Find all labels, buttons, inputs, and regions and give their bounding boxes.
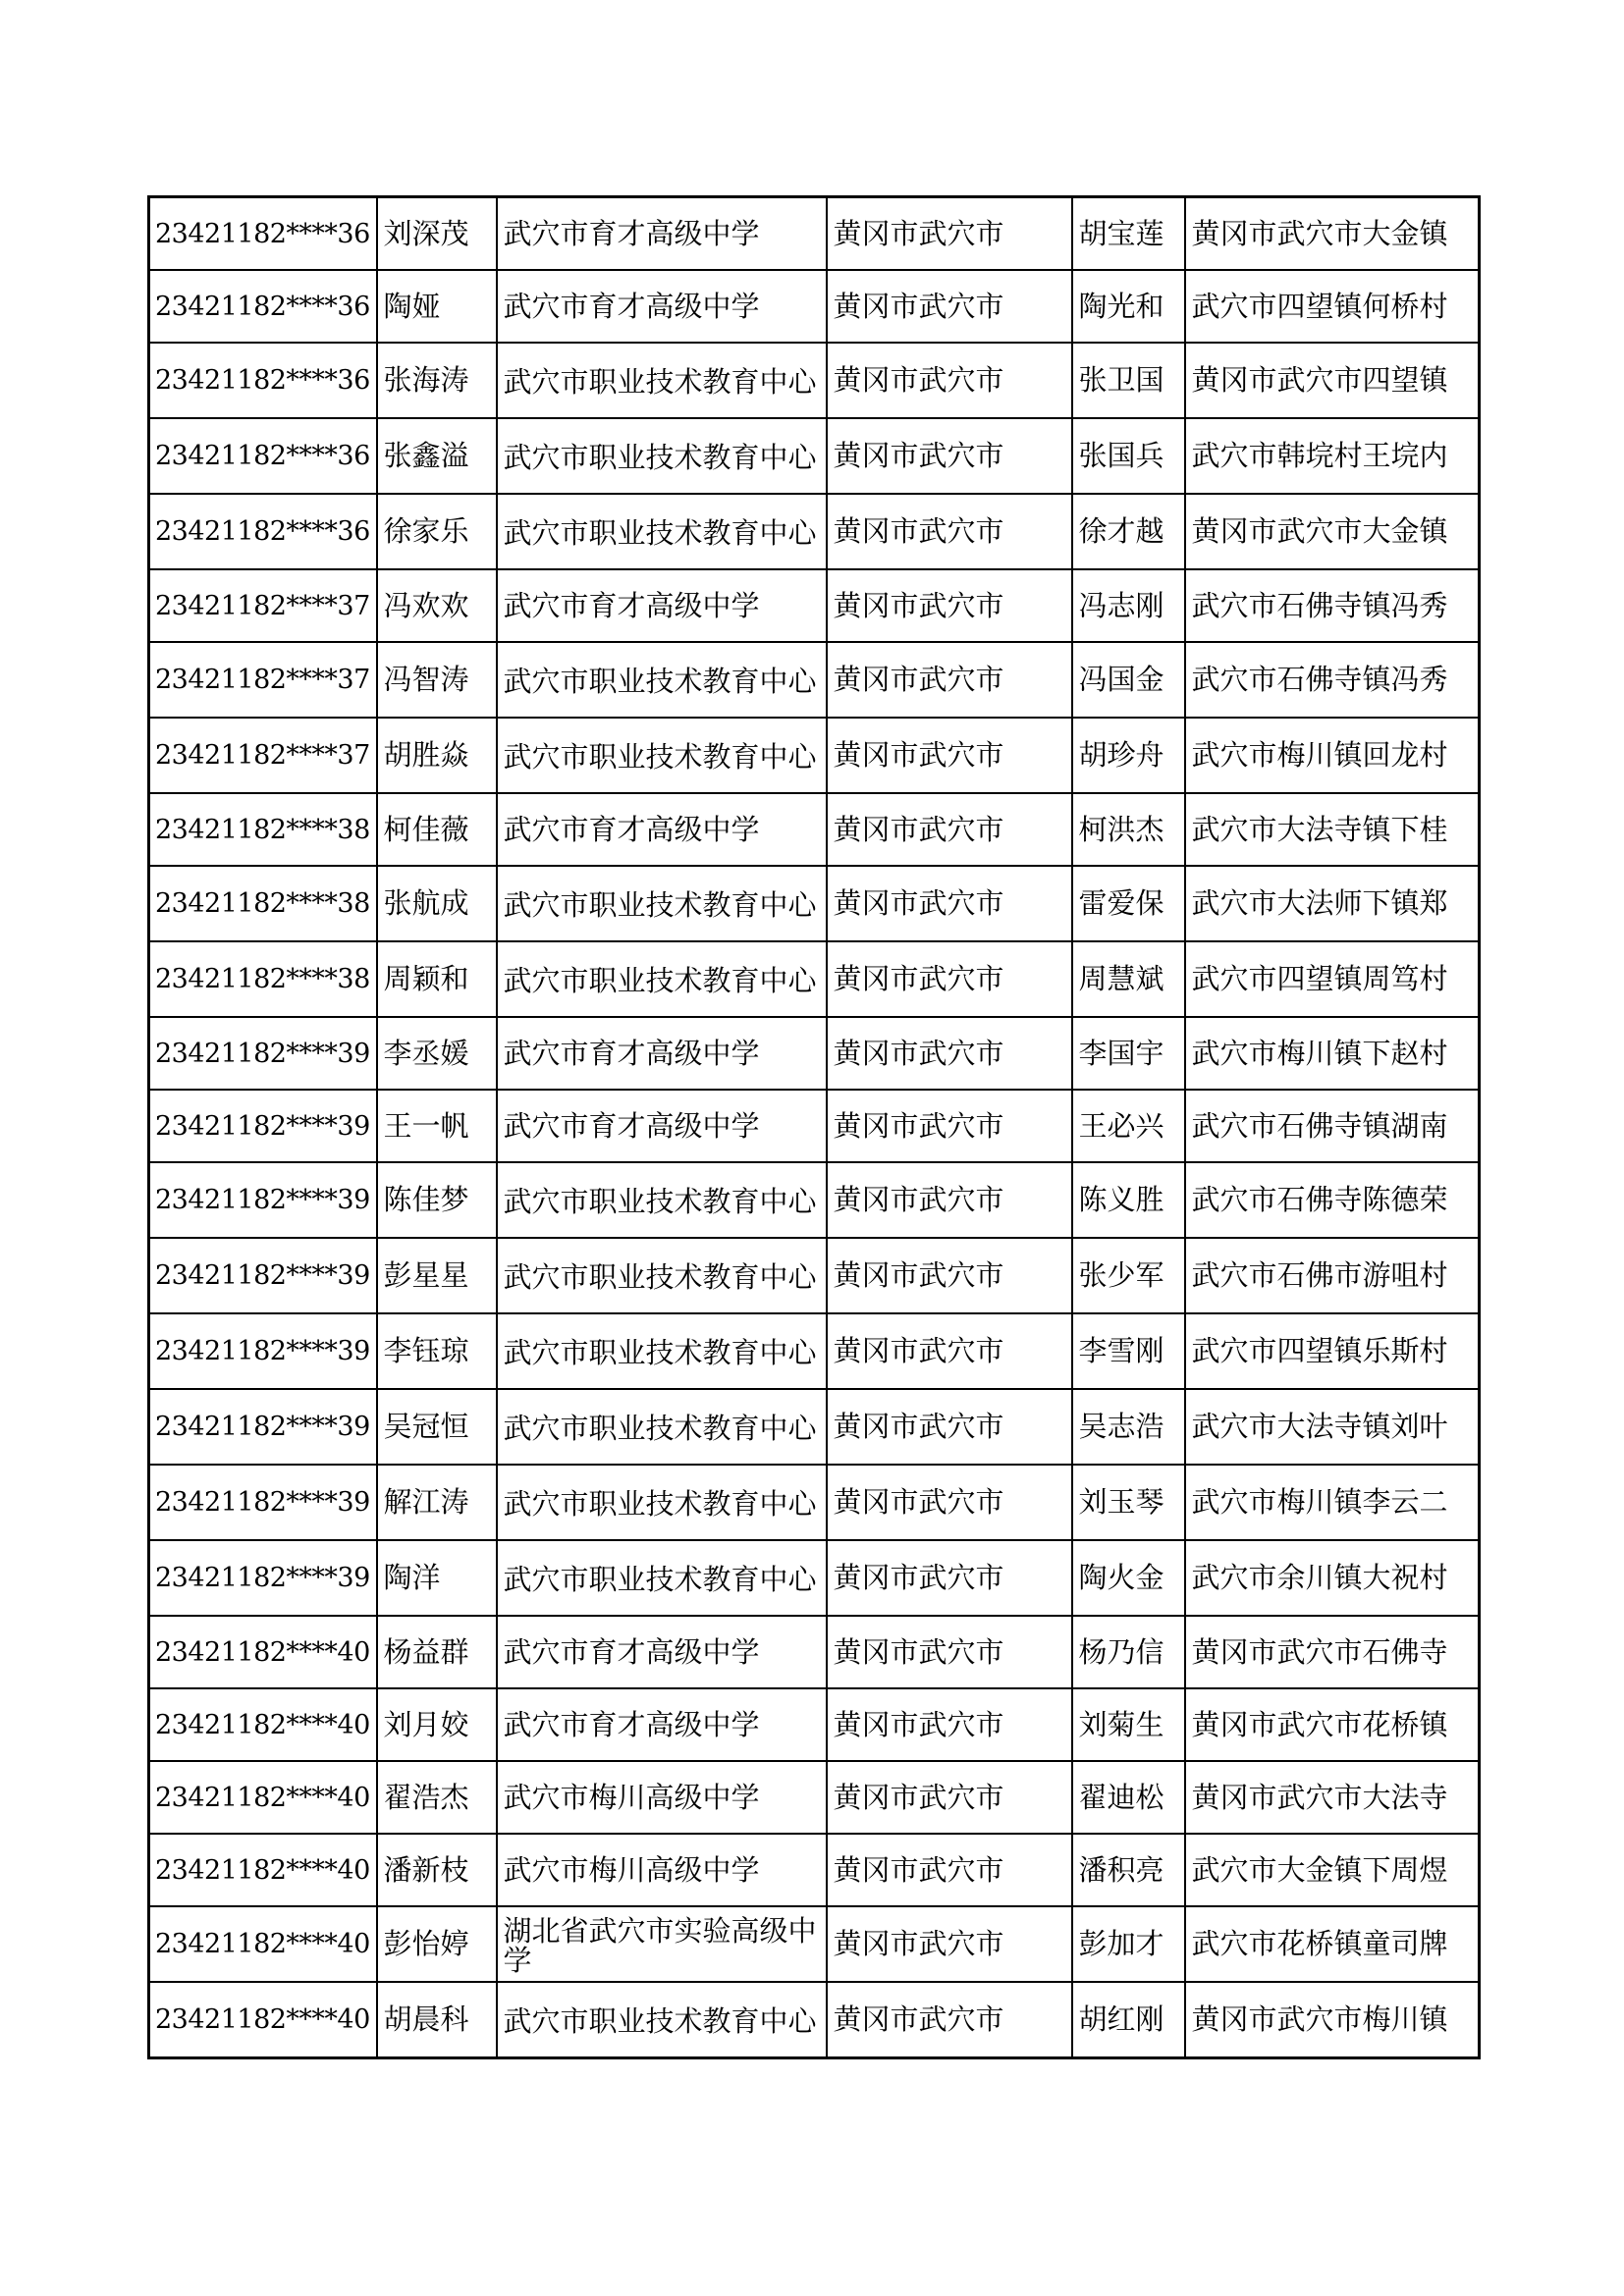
id-cell: 23421182****37 [149, 718, 377, 793]
id-cell: 23421182****36 [149, 343, 377, 418]
region-cell: 黄冈市武穴市 [827, 1616, 1072, 1688]
guardian-name-cell: 张卫国 [1072, 343, 1185, 418]
address-cell: 武穴市大金镇下周煜 [1185, 1834, 1480, 1906]
guardian-name-cell: 李雪刚 [1072, 1313, 1185, 1389]
guardian-name-cell: 王必兴 [1072, 1090, 1185, 1162]
id-cell: 23421182****36 [149, 418, 377, 494]
school-cell: 武穴市职业技术教育中心 [497, 1389, 827, 1465]
student-name-cell: 胡胜焱 [377, 718, 497, 793]
region-cell: 黄冈市武穴市 [827, 1688, 1072, 1761]
address-cell: 武穴市石佛寺镇冯秀 [1185, 642, 1480, 718]
student-name-cell: 彭星星 [377, 1238, 497, 1313]
table-row [149, 494, 1480, 569]
guardian-name-cell: 陈义胜 [1072, 1162, 1185, 1238]
table-row [149, 1313, 1480, 1389]
address-cell: 武穴市四望镇何桥村 [1185, 270, 1480, 343]
table-body [149, 197, 1480, 2058]
table-row [149, 1540, 1480, 1616]
guardian-name-cell: 翟迪松 [1072, 1761, 1185, 1834]
student-name-cell: 张海涛 [377, 343, 497, 418]
guardian-name-cell: 冯国金 [1072, 642, 1185, 718]
guardian-name-cell: 徐才越 [1072, 494, 1185, 569]
school-cell: 武穴市职业技术教育中心 [497, 343, 827, 418]
id-cell: 23421182****36 [149, 197, 377, 271]
address-cell: 黄冈市武穴市梅川镇 [1185, 1982, 1480, 2058]
region-cell: 黄冈市武穴市 [827, 1090, 1072, 1162]
address-cell: 黄冈市武穴市花桥镇 [1185, 1688, 1480, 1761]
guardian-name-cell: 潘积亮 [1072, 1834, 1185, 1906]
address-cell: 武穴市余川镇大祝村 [1185, 1540, 1480, 1616]
address-cell: 武穴市花桥镇童司牌 [1185, 1906, 1480, 1982]
school-cell: 武穴市育才高级中学 [497, 793, 827, 866]
id-cell: 23421182****40 [149, 1982, 377, 2058]
student-name-cell: 王一帆 [377, 1090, 497, 1162]
address-cell: 武穴市石佛寺镇冯秀 [1185, 569, 1480, 642]
region-cell: 黄冈市武穴市 [827, 642, 1072, 718]
region-cell: 黄冈市武穴市 [827, 1540, 1072, 1616]
id-cell: 23421182****39 [149, 1465, 377, 1540]
guardian-name-cell: 周慧斌 [1072, 941, 1185, 1017]
table-row [149, 1834, 1480, 1906]
school-cell: 武穴市职业技术教育中心 [497, 1162, 827, 1238]
school-cell: 武穴市育才高级中学 [497, 1616, 827, 1688]
school-cell: 武穴市育才高级中学 [497, 1017, 827, 1090]
table-row [149, 642, 1480, 718]
guardian-name-cell: 张国兵 [1072, 418, 1185, 494]
student-name-cell: 柯佳薇 [377, 793, 497, 866]
address-cell: 武穴市石佛寺陈德荣 [1185, 1162, 1480, 1238]
student-name-cell: 周颖和 [377, 941, 497, 1017]
id-cell: 23421182****39 [149, 1090, 377, 1162]
table-row [149, 1162, 1480, 1238]
guardian-name-cell: 刘菊生 [1072, 1688, 1185, 1761]
guardian-name-cell: 雷爱保 [1072, 866, 1185, 941]
id-cell: 23421182****36 [149, 270, 377, 343]
id-cell: 23421182****39 [149, 1389, 377, 1465]
address-cell: 武穴市石佛寺镇湖南 [1185, 1090, 1480, 1162]
student-name-cell: 翟浩杰 [377, 1761, 497, 1834]
id-cell: 23421182****40 [149, 1761, 377, 1834]
address-cell: 黄冈市武穴市四望镇 [1185, 343, 1480, 418]
table-row [149, 569, 1480, 642]
address-cell: 武穴市梅川镇下赵村 [1185, 1017, 1480, 1090]
id-cell: 23421182****40 [149, 1688, 377, 1761]
table-row [149, 866, 1480, 941]
table-row [149, 1389, 1480, 1465]
id-cell: 23421182****37 [149, 569, 377, 642]
school-cell: 武穴市职业技术教育中心 [497, 1313, 827, 1389]
id-cell: 23421182****39 [149, 1162, 377, 1238]
id-cell: 23421182****40 [149, 1906, 377, 1982]
student-name-cell: 杨益群 [377, 1616, 497, 1688]
school-cell: 武穴市育才高级中学 [497, 1688, 827, 1761]
guardian-name-cell: 刘玉琴 [1072, 1465, 1185, 1540]
student-name-cell: 解江涛 [377, 1465, 497, 1540]
region-cell: 黄冈市武穴市 [827, 1906, 1072, 1982]
student-name-cell: 刘月姣 [377, 1688, 497, 1761]
student-name-cell: 李钰琼 [377, 1313, 497, 1389]
student-name-cell: 张航成 [377, 866, 497, 941]
address-cell: 武穴市梅川镇回龙村 [1185, 718, 1480, 793]
table-row [149, 270, 1480, 343]
student-name-cell: 冯欢欢 [377, 569, 497, 642]
address-cell: 黄冈市武穴市大法寺 [1185, 1761, 1480, 1834]
school-cell: 武穴市职业技术教育中心 [497, 1540, 827, 1616]
region-cell: 黄冈市武穴市 [827, 343, 1072, 418]
address-cell: 武穴市大法师下镇郑 [1185, 866, 1480, 941]
school-cell: 武穴市职业技术教育中心 [497, 1238, 827, 1313]
guardian-name-cell: 冯志刚 [1072, 569, 1185, 642]
table-row [149, 1090, 1480, 1162]
region-cell: 黄冈市武穴市 [827, 270, 1072, 343]
school-cell: 武穴市职业技术教育中心 [497, 718, 827, 793]
id-cell: 23421182****40 [149, 1616, 377, 1688]
guardian-name-cell: 陶火金 [1072, 1540, 1185, 1616]
region-cell: 黄冈市武穴市 [827, 866, 1072, 941]
school-cell: 武穴市育才高级中学 [497, 270, 827, 343]
school-cell: 武穴市职业技术教育中心 [497, 418, 827, 494]
id-cell: 23421182****37 [149, 642, 377, 718]
region-cell: 黄冈市武穴市 [827, 1761, 1072, 1834]
student-name-cell: 刘深茂 [377, 197, 497, 271]
table-row [149, 1982, 1480, 2058]
region-cell: 黄冈市武穴市 [827, 494, 1072, 569]
id-cell: 23421182****38 [149, 941, 377, 1017]
region-cell: 黄冈市武穴市 [827, 1238, 1072, 1313]
id-cell: 23421182****39 [149, 1238, 377, 1313]
address-cell: 武穴市四望镇乐斯村 [1185, 1313, 1480, 1389]
region-cell: 黄冈市武穴市 [827, 1465, 1072, 1540]
id-cell: 23421182****39 [149, 1017, 377, 1090]
school-cell: 武穴市职业技术教育中心 [497, 642, 827, 718]
school-cell: 武穴市职业技术教育中心 [497, 941, 827, 1017]
school-cell: 武穴市职业技术教育中心 [497, 866, 827, 941]
student-name-cell: 李丞媛 [377, 1017, 497, 1090]
id-cell: 23421182****40 [149, 1834, 377, 1906]
region-cell: 黄冈市武穴市 [827, 1017, 1072, 1090]
guardian-name-cell: 李国宇 [1072, 1017, 1185, 1090]
school-cell: 武穴市育才高级中学 [497, 1090, 827, 1162]
guardian-name-cell: 柯洪杰 [1072, 793, 1185, 866]
region-cell: 黄冈市武穴市 [827, 1162, 1072, 1238]
address-cell: 黄冈市武穴市石佛寺 [1185, 1616, 1480, 1688]
table-row [149, 1017, 1480, 1090]
id-cell: 23421182****39 [149, 1540, 377, 1616]
region-cell: 黄冈市武穴市 [827, 418, 1072, 494]
id-cell: 23421182****38 [149, 793, 377, 866]
id-cell: 23421182****38 [149, 866, 377, 941]
address-cell: 黄冈市武穴市大金镇 [1185, 197, 1480, 271]
guardian-name-cell: 胡珍舟 [1072, 718, 1185, 793]
region-cell: 黄冈市武穴市 [827, 1834, 1072, 1906]
student-name-cell: 潘新枝 [377, 1834, 497, 1906]
region-cell: 黄冈市武穴市 [827, 941, 1072, 1017]
table-row [149, 941, 1480, 1017]
student-name-cell: 徐家乐 [377, 494, 497, 569]
student-name-cell: 陶洋 [377, 1540, 497, 1616]
records-table [147, 195, 1481, 2059]
table-row [149, 1761, 1480, 1834]
school-cell: 武穴市职业技术教育中心 [497, 494, 827, 569]
student-name-cell: 胡晨科 [377, 1982, 497, 2058]
address-cell: 武穴市石佛市游咀村 [1185, 1238, 1480, 1313]
student-name-cell: 彭怡婷 [377, 1906, 497, 1982]
school-cell: 武穴市职业技术教育中心 [497, 1982, 827, 2058]
school-cell: 武穴市职业技术教育中心 [497, 1465, 827, 1540]
student-name-cell: 张鑫溢 [377, 418, 497, 494]
address-cell: 武穴市大法寺镇刘叶 [1185, 1389, 1480, 1465]
student-name-cell: 冯智涛 [377, 642, 497, 718]
student-name-cell: 吴冠恒 [377, 1389, 497, 1465]
table-row [149, 418, 1480, 494]
region-cell: 黄冈市武穴市 [827, 197, 1072, 271]
table-row [149, 1465, 1480, 1540]
table-row [149, 1238, 1480, 1313]
school-cell: 湖北省武穴市实验高级中学 [497, 1906, 827, 1982]
student-name-cell: 陶娅 [377, 270, 497, 343]
table-row [149, 1616, 1480, 1688]
address-cell: 武穴市韩垸村王垸内 [1185, 418, 1480, 494]
address-cell: 武穴市大法寺镇下桂 [1185, 793, 1480, 866]
table-row [149, 718, 1480, 793]
guardian-name-cell: 吴志浩 [1072, 1389, 1185, 1465]
region-cell: 黄冈市武穴市 [827, 793, 1072, 866]
school-cell: 武穴市梅川高级中学 [497, 1761, 827, 1834]
guardian-name-cell: 胡红刚 [1072, 1982, 1185, 2058]
guardian-name-cell: 陶光和 [1072, 270, 1185, 343]
id-cell: 23421182****39 [149, 1313, 377, 1389]
id-cell: 23421182****36 [149, 494, 377, 569]
school-cell: 武穴市育才高级中学 [497, 569, 827, 642]
address-cell: 黄冈市武穴市大金镇 [1185, 494, 1480, 569]
region-cell: 黄冈市武穴市 [827, 718, 1072, 793]
address-cell: 武穴市梅川镇李云二 [1185, 1465, 1480, 1540]
region-cell: 黄冈市武穴市 [827, 1389, 1072, 1465]
table-row [149, 793, 1480, 866]
region-cell: 黄冈市武穴市 [827, 569, 1072, 642]
school-cell: 武穴市育才高级中学 [497, 197, 827, 271]
student-name-cell: 陈佳梦 [377, 1162, 497, 1238]
guardian-name-cell: 张少军 [1072, 1238, 1185, 1313]
table-row [149, 197, 1480, 271]
table-row [149, 343, 1480, 418]
guardian-name-cell: 胡宝莲 [1072, 197, 1185, 271]
region-cell: 黄冈市武穴市 [827, 1982, 1072, 2058]
table-row [149, 1906, 1480, 1982]
address-cell: 武穴市四望镇周笃村 [1185, 941, 1480, 1017]
guardian-name-cell: 杨乃信 [1072, 1616, 1185, 1688]
table-row [149, 1688, 1480, 1761]
guardian-name-cell: 彭加才 [1072, 1906, 1185, 1982]
region-cell: 黄冈市武穴市 [827, 1313, 1072, 1389]
school-cell: 武穴市梅川高级中学 [497, 1834, 827, 1906]
